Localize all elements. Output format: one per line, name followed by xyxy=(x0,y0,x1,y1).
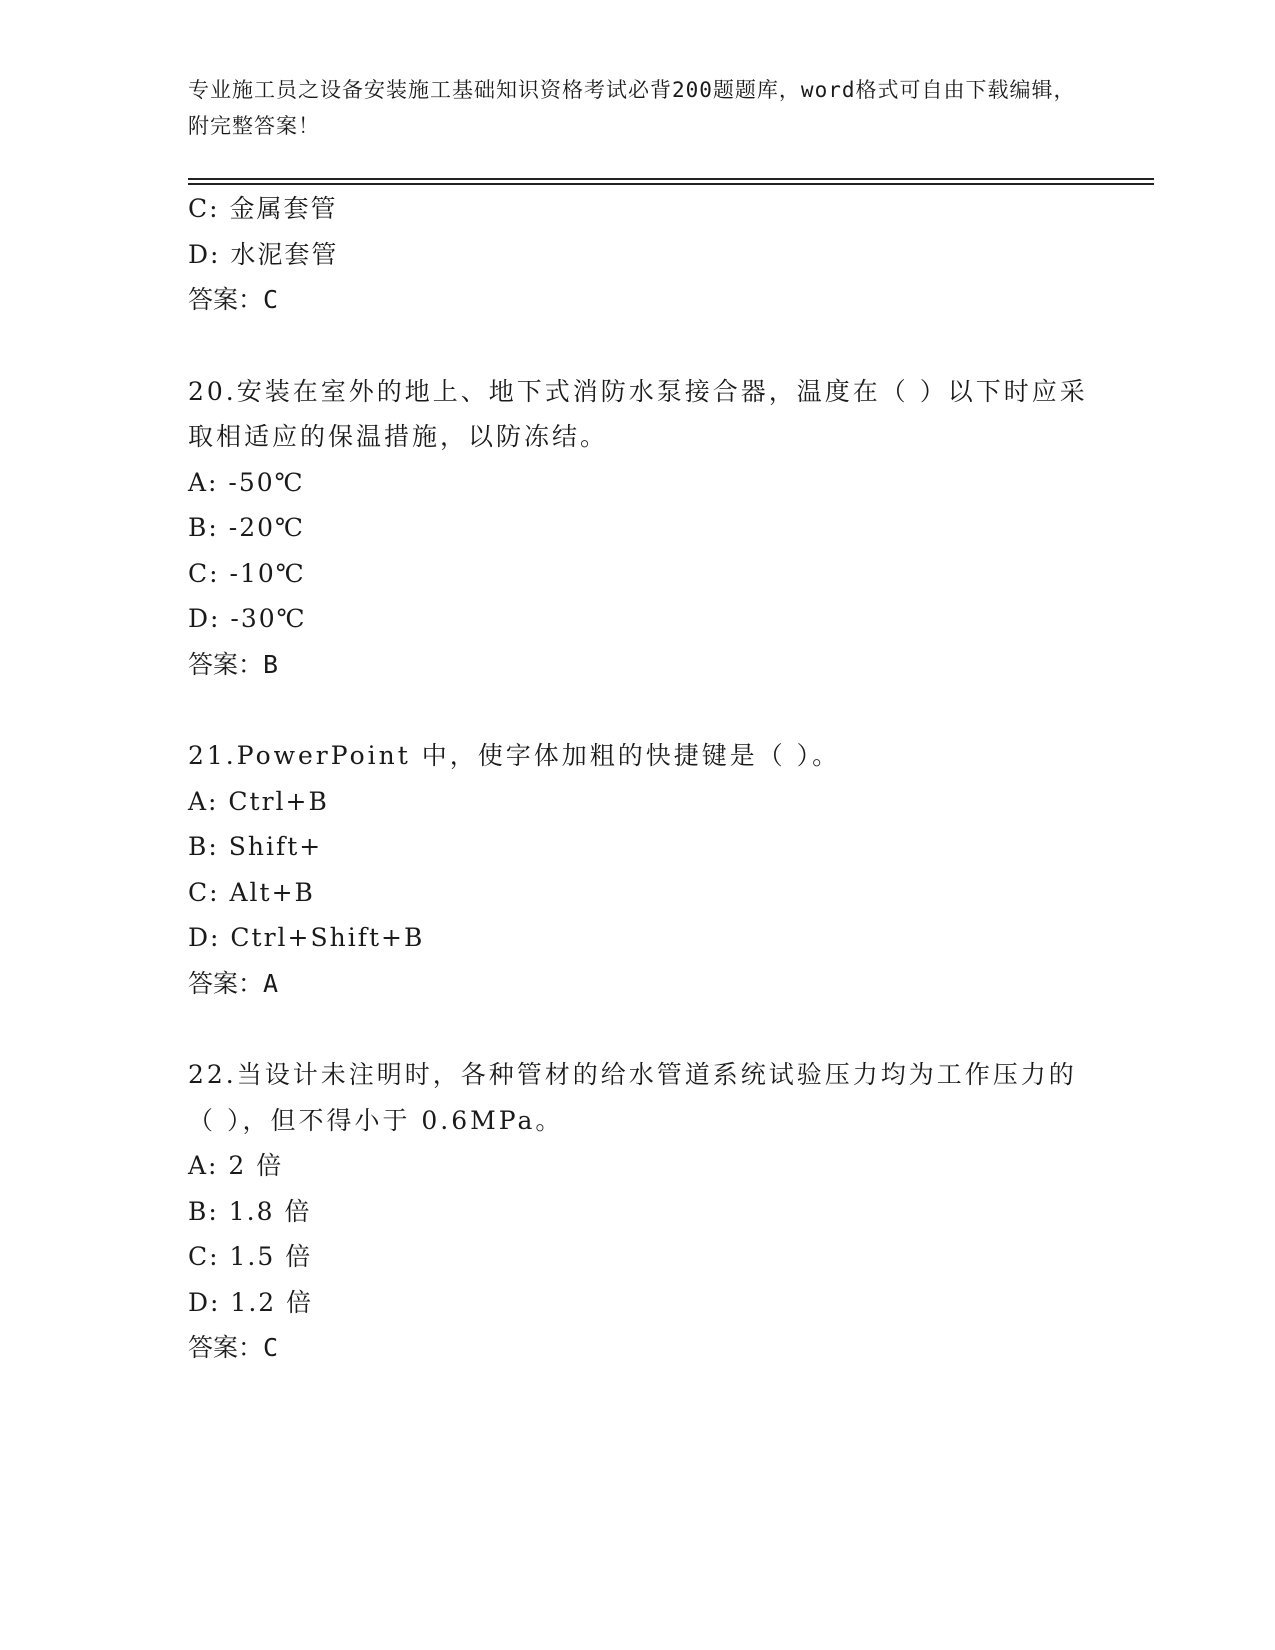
document-header: 专业施工员之设备安装施工基础知识资格考试必背200题题库，word格式可自由下载编辑，附完整答案！ xyxy=(188,78,1076,138)
header-rule-bottom xyxy=(188,183,1154,185)
option-c: C: -10℃ xyxy=(188,558,306,588)
answer-line: 答案：C xyxy=(188,285,279,314)
option-a: A: 2 倍 xyxy=(188,1151,284,1180)
option-c: C: Alt+B xyxy=(188,877,315,907)
question-list xyxy=(188,186,1088,1371)
header-rule-top xyxy=(188,178,1154,180)
answer-line: 答案：B xyxy=(188,649,279,679)
option-a: A: -50℃ xyxy=(188,467,305,497)
answer-line: 答案：A xyxy=(188,968,279,998)
option-d: D: -30℃ xyxy=(188,604,307,633)
option-d: D: 1.2 倍 xyxy=(188,1287,314,1317)
option-b: B: 1.8 倍 xyxy=(188,1196,312,1226)
question-stem: 20.安装在室外的地上、地下式消防水泵接合器，温度在（ ）以下时应采取相适应的保温措施，以防冻结。 xyxy=(188,376,1088,451)
option-d: D: 水泥套管 xyxy=(188,239,339,269)
question-22 xyxy=(188,1052,1088,1371)
option-c: C: 金属套管 xyxy=(188,194,338,223)
question-stem: 21.PowerPoint 中，使字体加粗的快捷键是（ ）。 xyxy=(188,741,841,770)
option-c: C: 1.5 倍 xyxy=(188,1242,313,1271)
question-stem: 22.当设计未注明时，各种管材的给水管道系统试验压力均为工作压力的（ ），但不得小于 0.6MPa。 xyxy=(188,1060,1077,1135)
question-21 xyxy=(188,733,1088,1006)
option-a: A: Ctrl+B xyxy=(188,786,329,816)
prev-question-tail xyxy=(188,186,1088,323)
question-20 xyxy=(188,369,1088,688)
option-b: B: -20℃ xyxy=(188,513,305,542)
answer-line: 答案：C xyxy=(188,1333,279,1362)
option-b: B: Shift+ xyxy=(188,832,323,861)
option-d: D: Ctrl+Shift+B xyxy=(188,923,425,952)
